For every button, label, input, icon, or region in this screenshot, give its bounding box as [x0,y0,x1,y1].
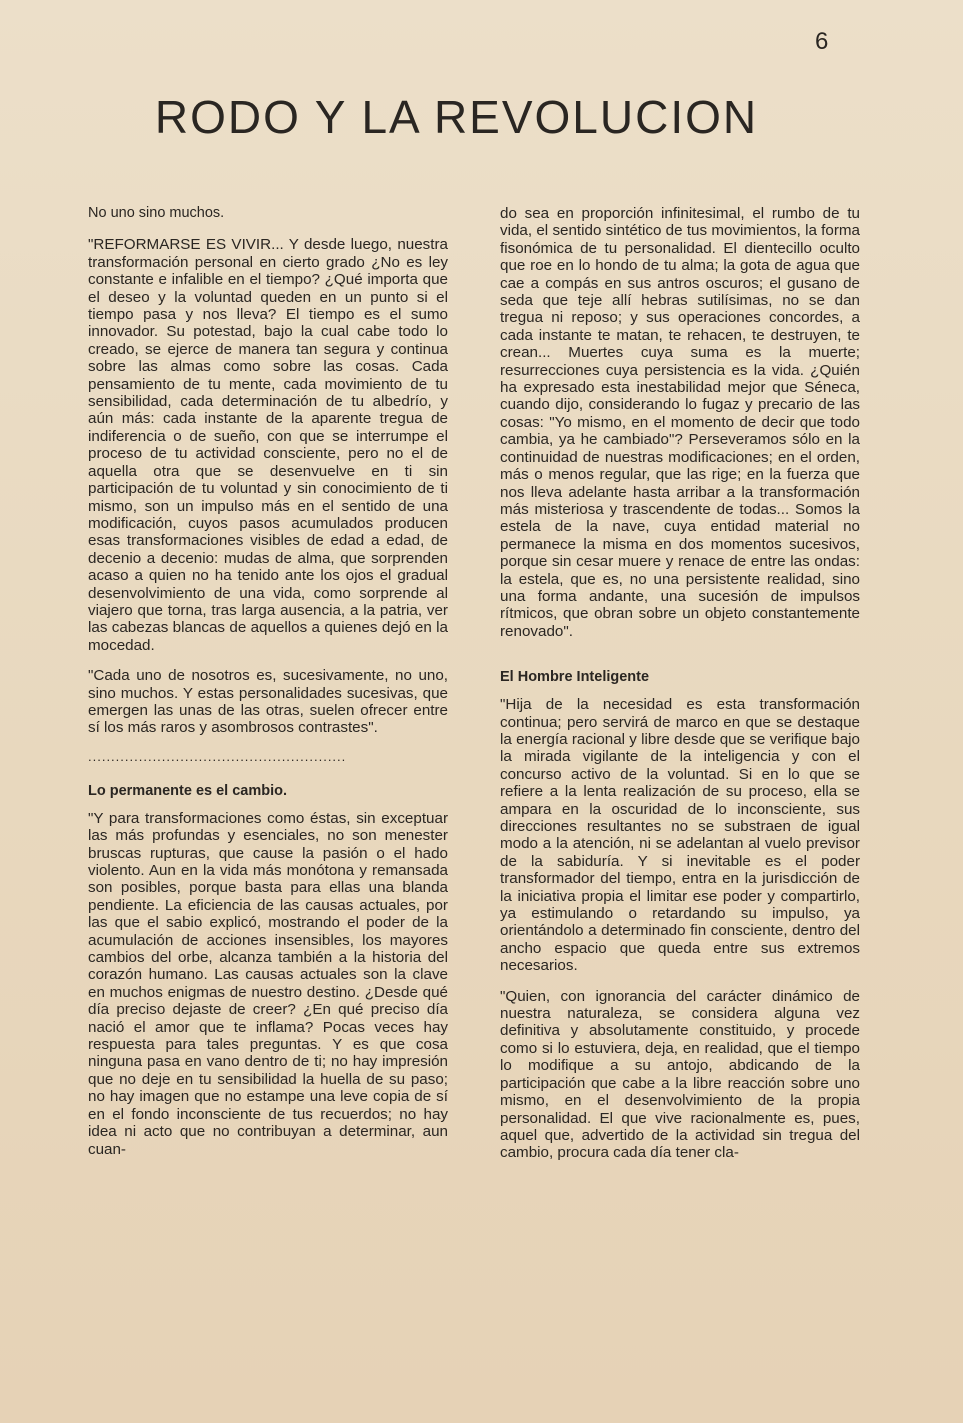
right-column [500,205,860,1175]
paragraph: "Cada uno de nosotros es, sucesivamente, no uno, sino muchos. Y estas personalidades sucesivas, que emergen las unas de las otras, suelen ofrecer entre sí los más raros y asombrosos contrastes". [88,667,448,737]
paragraph: "REFORMARSE ES VIVIR... Y desde luego, nuestra transformación personal en cierto grado ¿No es ley constante e infalible en el tiempo? ¿Qué importa que el deseo y la voluntad queden en un punto si el tiempo pasa y nos lleva? El tiempo es el sumo innovador. Su potestad, bajo la cual cabe todo lo creado, se ejerce de manera tan segura y continua sobre las almas como sobre las cosas. Cada pensamiento de tu mente, cada movimiento de tu sensibilidad, cada determinación de tu albedrío, y aún más: cada instante de la aparente tregua de indiferencia o de sueño, con que se interrumpe el proceso de tu actividad consciente, pero no el de aquella otra que se desenvuelve en ti sin participación de tu voluntad y sin conocimiento de ti mismo, son un impulso más en el sentido de una modificación, cuyos pasos acumulados producen esas transformaciones visibles de edad a edad, de decenio a decenio: mudas de alma, que sorprenden acaso a quien no ha tenido ante los ojos el gradual desenvolvimiento de una vida, como sorprende al viajero que torna, tras larga ausencia, a la patria, ver las cabezas blancas de aquellos a quienes dejó en la mocedad. [88,236,448,654]
section-heading: Lo permanente es el cambio. [88,782,288,799]
page-number: 6 [815,28,829,55]
paragraph: "Hija de la necesidad es esta transformación continua; pero servirá de marco en que se destaque la energía racional y libre desde que se verifique bajo la mirada vigilante de la inteligencia y con el concurso activo de la voluntad. Si en lo que se refiere a la lenta realización de su proceso, ella se ampara en la oscuridad de lo inconsciente, sus direcciones resultantes no se substraen de igual modo a la atención, ni se adelantan al vuelo previsor de la sabiduría. Y si inevitable es el poder transformador del tiempo, entra en la jurisdicción de la iniciativa propia el limitar ese poder y compartirlo, ya estimulando o retardando su impulso, ya orientándolo a determinado fin consciente, dentro del ancho espacio que queda entre sus extremos necesarios. [500,696,860,975]
left-column [88,205,448,1171]
article-title: RODO Y LA REVOLUCION [154,91,759,143]
paragraph: "Quien, con ignorancia del carácter dinámico de nuestra naturaleza, se considera alguna vez definitiva y absolutamente constituido, y procede como si lo estuviera, deja, en realidad, que el tiempo lo modifique a su antojo, abdicando de la participación que cabe a la libre reacción sobre uno mismo, en el desenvolvimiento de la propia personalidad. El que vive racionalmente es, pues, aquel que, advertido de la actividad sin tregua del cambio, procura cada día tener cla- [500,987,860,1162]
dotted-separator: ........................................................ [88,749,347,764]
paragraph: do sea en proporción infinitesimal, el rumbo de tu vida, el sentido sintético de tus movimientos, la forma fisonómica de tu personalidad. El dientecillo oculto que roe en lo hondo de tu alma; la gota de agua que cae a compás en sus antros oscuros; el gusano de seda que teje allí hebras sutilísimas, no se dan tregua ni reposo; y sus operaciones concordes, a cada instante te matan, te rehacen, te destruyen, te crean... Muertes cuya suma es la muerte; resurrecciones cuya persistencia es la vida. ¿Quién ha expresado esta inestabilidad mejor que Séneca, cuando dijo, considerando lo fugaz y precario de las cosas: "Yo mismo, en el momento de decir que todo cambia, ya he cambiado"? Perseveramos sólo en la continuidad de nuestras modificaciones; en el orden, más o menos regular, que las rige; en la fuerza que nos lleva adelante hasta arribar a la transformación más misteriosa y trascendente de todas... Somos la estela de la nave, cuya entidad material no permanece la misma en dos momentos sucesivos, porque sin cesar muere y renace de entre las ondas: la estela, que es, no una persistente realidad, sino una forma andante, una sucesión de impulsos rítmicos, que obran sobre un objeto constantemente renovado". [500,205,860,640]
intro-line: No uno sino muchos. [88,205,225,221]
paragraph: "Y para transformaciones como éstas, sin exceptuar las más profundas y esenciales, no son menester bruscas rupturas, que cause la pasión o el hado violento. Aun en la vida más monótona y remansada son posibles, porque basta para ellas una blanda pendiente. La eficiencia de las causas actuales, por las que el sabio explicó, mostrando el poder de la acumulación de acciones insensibles, los mayores cambios del orbe, alcanza también a la historia del corazón humano. Las causas actuales son la clave en muchos enigmas de nuestro destino. ¿Desde qué día preciso dejaste de creer? ¿En qué preciso día nació el amor que te inflama? Pocas veces hay respuesta para tales preguntas. Y es que cosa ninguna pasa en vano dentro de ti; no hay impresión que no deje en tu sensibilidad la huella de su paso; no hay imagen que no estampe una leve copia de sí en el fondo inconsciente de tus recuerdos; no hay idea ni acto que no contribuyan a determinar, aun cuan- [88,809,448,1158]
section-heading: El Hombre Inteligente [500,669,650,686]
